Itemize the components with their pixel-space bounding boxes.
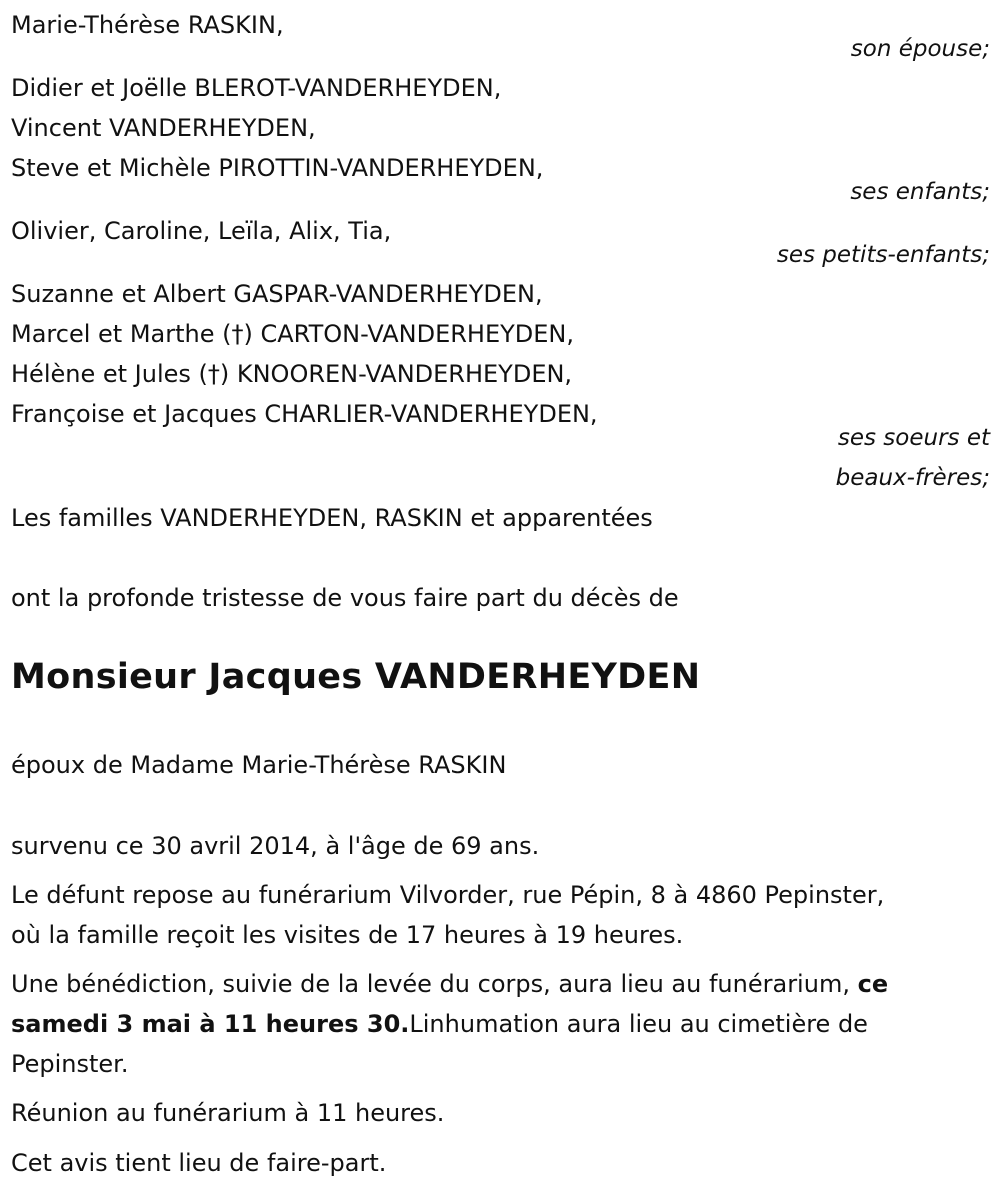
ceremony-line-2 (11, 1009, 868, 1039)
repose-line-2: où la famille reçoit les visites de 17 heures à 19 heures. (11, 921, 684, 949)
ceremony-line-3: Pepinster. (11, 1050, 129, 1078)
sibling-name-2: Marcel et Marthe (†) CARTON-VANDERHEYDEN, (11, 320, 575, 348)
children-role: ses enfants; (850, 179, 990, 205)
child-name-1: Didier et Joëlle BLEROT-VANDERHEYDEN, (11, 74, 502, 102)
sibling-name-4: Françoise et Jacques CHARLIER-VANDERHEYDEN, (11, 400, 598, 428)
notice-line: Cet avis tient lieu de faire-part. (11, 1149, 387, 1177)
ceremony-date-time: samedi 3 mai à 11 heures 30. (11, 1010, 410, 1038)
sibling-name-1: Suzanne et Albert GASPAR-VANDERHEYDEN, (11, 280, 543, 308)
sibling-name-3: Hélène et Jules (†) KNOOREN-VANDERHEYDEN, (11, 360, 573, 388)
child-name-3: Steve et Michèle PIROTTIN-VANDERHEYDEN, (11, 154, 544, 182)
spouse-name: Marie-Thérèse RASKIN, (11, 11, 284, 39)
siblings-role-line-1: ses soeurs et (837, 425, 990, 451)
spouse-role: son épouse; (850, 36, 990, 62)
ceremony-line-2-text: Linhumation aura lieu au cimetière de (409, 1010, 868, 1038)
announcement-line: ont la profonde tristesse de vous faire part du décès de (11, 584, 679, 612)
deceased-spouse-line: époux de Madame Marie-Thérèse RASKIN (11, 751, 507, 779)
repose-line-1: Le défunt repose au funérarium Vilvorder, rue Pépin, 8 à 4860 Pepinster, (11, 881, 885, 909)
ceremony-line-1 (11, 969, 888, 999)
siblings-role-line-2: beaux-frères; (835, 465, 990, 491)
grandchildren-names: Olivier, Caroline, Leïla, Alix, Tia, (11, 217, 392, 245)
deceased-name: Monsieur Jacques VANDERHEYDEN (11, 657, 701, 697)
meeting-line: Réunion au funérarium à 11 heures. (11, 1099, 445, 1127)
death-line: survenu ce 30 avril 2014, à l'âge de 69 ans. (11, 832, 540, 860)
child-name-2: Vincent VANDERHEYDEN, (11, 114, 316, 142)
ceremony-line-1-text: Une bénédiction, suivie de la levée du corps, aura lieu au funérarium, (11, 970, 850, 998)
ceremony-line-1-bold: ce (857, 970, 889, 998)
grandchildren-role: ses petits-enfants; (776, 242, 990, 268)
families-line: Les familles VANDERHEYDEN, RASKIN et apparentées (11, 504, 653, 532)
